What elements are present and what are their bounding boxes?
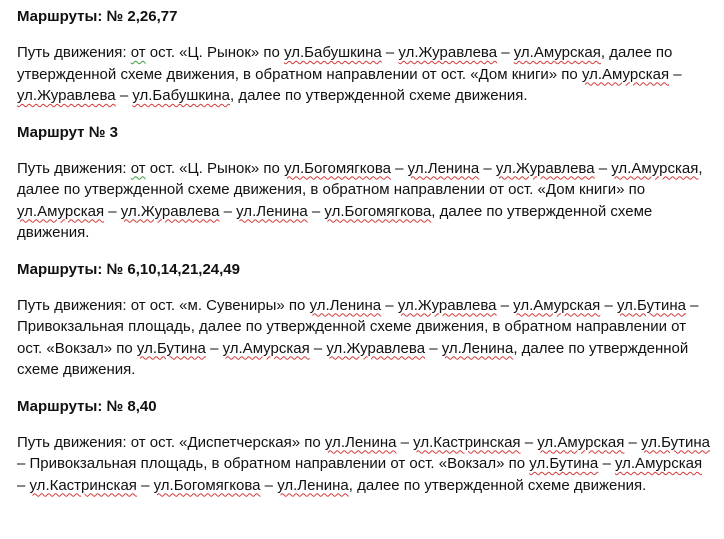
route-description — [17, 432, 714, 497]
street-name: ул.Богомягкова — [324, 202, 432, 220]
street-name: ул.Ленина — [277, 476, 349, 494]
text-segment: – — [115, 87, 133, 104]
street-name: ул.Ленина — [236, 202, 308, 220]
street-name: ул.Журавлева — [398, 44, 498, 61]
street-name: ул.Амурская — [537, 433, 625, 451]
text-segment: – Привокзальная площадь, в обратном направлении от ост. «Вокзал» по — [17, 455, 530, 472]
street-name: ул.Бабушкина — [284, 44, 382, 61]
street-name: ул.Журавлева — [326, 339, 426, 357]
route-description — [17, 42, 714, 107]
text-segment: – — [479, 159, 496, 177]
text-segment: – — [598, 455, 615, 472]
route-section-2 — [17, 122, 714, 244]
street-name: ул.Бутина — [641, 433, 711, 451]
text-segment: – — [104, 202, 121, 220]
text-segment: – — [396, 433, 414, 451]
text-segment: , далее по утвержденной схеме движения, в обратном направлении от ост. «Дом книги» по — [17, 44, 673, 83]
street-name: ул.Кастринская — [413, 433, 521, 451]
text-segment: , далее по утвержденной схеме движения. — [348, 476, 647, 494]
street-name: ул.Ленина — [324, 433, 397, 451]
text-segment: Путь движения: от ост. «Диспетчерская» по — [17, 433, 325, 451]
street-name: ул.Амурская — [222, 339, 310, 357]
text-segment: Путь движения: — [17, 44, 131, 61]
street-name: ул.Бабушкина — [132, 87, 230, 104]
text-segment: ост. «Ц. Рынок» по — [145, 44, 285, 61]
text-segment: – — [624, 433, 642, 451]
street-name: ул.Амурская — [513, 296, 601, 314]
street-name: ул.Бутина — [136, 339, 206, 357]
route-title: Маршруты: № 2,26,77 — [17, 8, 178, 25]
street-name: ул.Ленина — [309, 296, 382, 314]
route-title: Маршрут № 3 — [17, 123, 118, 141]
route-section-4 — [17, 396, 714, 497]
text-segment: – Привокзальная площадь, далее по утвержденной схеме движения, в обратном направлении от ост. «Вокзал» по — [17, 296, 699, 357]
route-description — [17, 295, 714, 381]
text-segment: , далее по утвержденной схеме движения. — [229, 87, 528, 104]
text-segment: – — [390, 159, 408, 177]
street-name: ул.Богомягкова — [153, 476, 261, 494]
text-segment: Путь движения: от ост. «м. Сувениры» по — [17, 296, 310, 314]
street-name: ул.Амурская — [17, 202, 105, 220]
text-segment: – — [496, 296, 514, 314]
text-segment: – — [381, 296, 398, 314]
street-name: ул.Амурская — [614, 455, 703, 472]
text-segment: – — [307, 202, 325, 220]
text-segment: – — [600, 296, 617, 314]
text-segment: – — [669, 65, 682, 83]
text-segment: – — [425, 339, 442, 357]
street-name: ул.Журавлева — [397, 296, 497, 314]
text-segment: – — [136, 476, 154, 494]
text-segment: – — [219, 202, 237, 220]
text-segment: , далее по утвержденной схеме движения. — [17, 202, 653, 241]
text-segment: – — [497, 44, 514, 61]
street-name: ул.Журавлева — [120, 202, 220, 220]
text-segment: – — [594, 159, 612, 177]
text-segment: – — [520, 433, 538, 451]
street-name: ул.Бутина — [616, 296, 686, 314]
text-segment: – — [17, 476, 30, 494]
grammar-flagged-word: от — [130, 159, 146, 177]
street-name: ул.Богомягкова — [284, 159, 391, 177]
route-section-1 — [17, 6, 714, 107]
street-name: ул.Ленина — [441, 339, 514, 357]
text-segment: ост. «Ц. Рынок» по — [145, 159, 285, 177]
text-segment: , далее по утвержденной схеме движения. — [17, 339, 689, 378]
street-name: ул.Журавлева — [17, 87, 116, 104]
street-name: ул.Кастринская — [29, 476, 137, 494]
grammar-flagged-word: от — [130, 44, 146, 61]
street-name: ул.Бутина — [529, 455, 599, 472]
route-section-3 — [17, 259, 714, 381]
text-segment: , далее по утвержденной схеме движения, в обратном направлении от ост. «Дом книги» по — [17, 159, 703, 198]
text-segment: Путь движения: — [17, 159, 131, 177]
text-segment: – — [205, 339, 223, 357]
text-segment: – — [309, 339, 327, 357]
street-name: ул.Амурская — [611, 159, 699, 177]
route-title: Маршруты: № 8,40 — [17, 397, 157, 415]
street-name: ул.Амурская — [581, 65, 670, 83]
route-title: Маршруты: № 6,10,14,21,24,49 — [17, 260, 240, 278]
text-segment: – — [260, 476, 278, 494]
street-name: ул.Журавлева — [495, 159, 595, 177]
text-segment: – — [381, 44, 399, 61]
route-description — [17, 158, 714, 244]
street-name: ул.Амурская — [513, 44, 601, 61]
street-name: ул.Ленина — [407, 159, 480, 177]
